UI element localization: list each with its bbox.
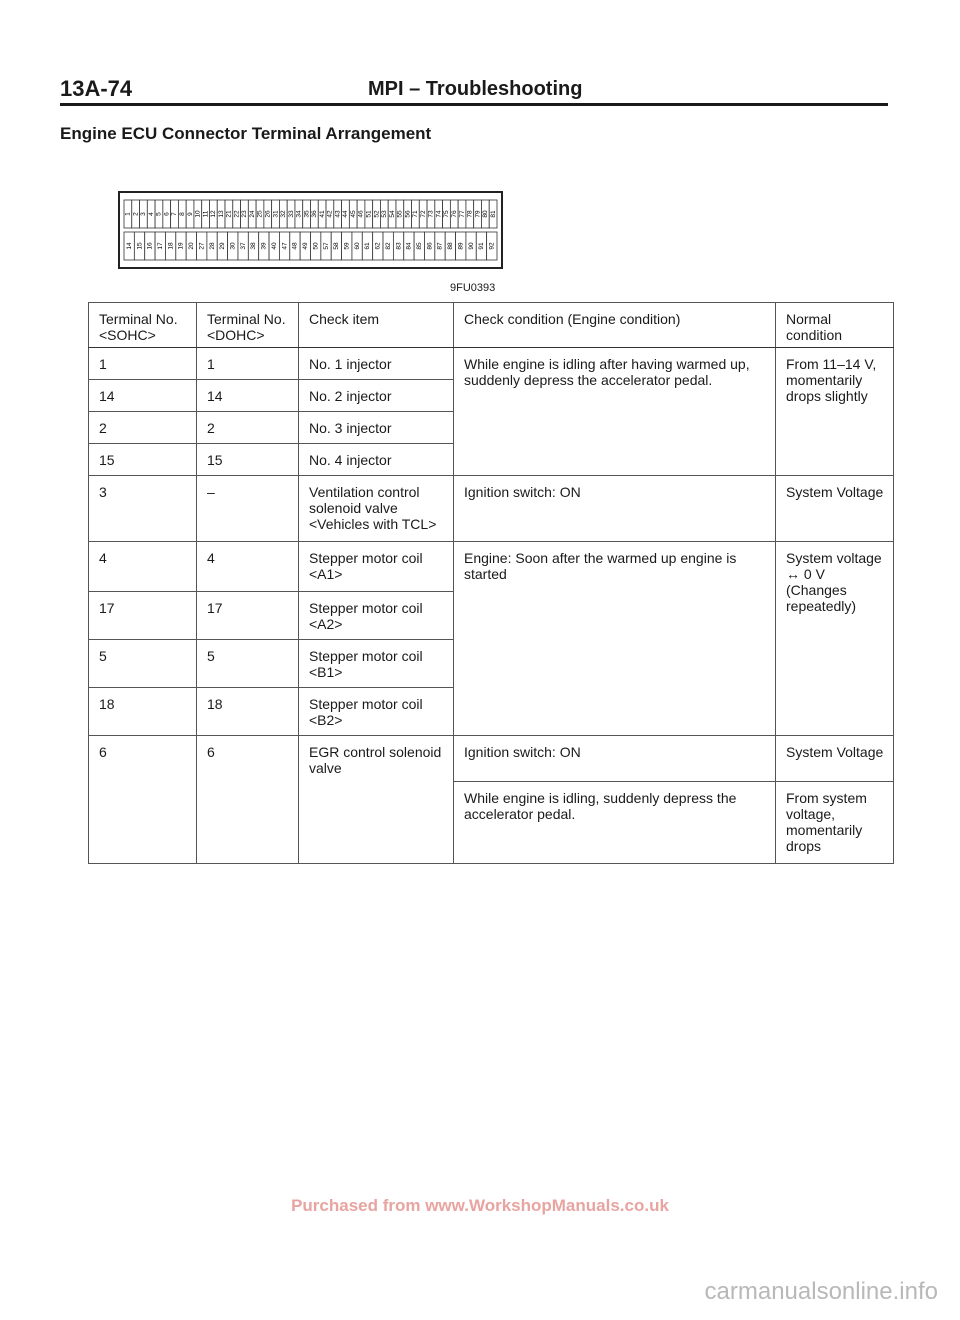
- connector-pin-label: 36: [311, 210, 319, 218]
- connector-pin-label: 20: [188, 242, 196, 250]
- connector-pin-label: 91: [478, 242, 486, 250]
- connector-pin-label: 10: [194, 210, 202, 218]
- connector-pin-label: 89: [457, 242, 465, 250]
- connector-pin-label: 34: [295, 210, 303, 218]
- cell-check-item: No. 1 injector: [299, 348, 454, 380]
- cell-check-item: No. 3 injector: [299, 412, 454, 444]
- connector-pin-label: 30: [229, 242, 237, 250]
- cell-check-condition: While engine is idling, suddenly depress the accelerator pedal.: [454, 782, 776, 864]
- connector-pin-label: 31: [272, 210, 280, 218]
- terminal-table: [88, 302, 894, 864]
- cell-dohc: 18: [197, 688, 299, 736]
- connector-pin-label: 48: [291, 242, 299, 250]
- connector-pin-label: 59: [343, 242, 351, 250]
- header-terminal-sohc: [89, 303, 197, 348]
- connector-pin-label: 51: [365, 210, 373, 218]
- cell-check-item: Stepper motor coil <B2>: [299, 688, 454, 736]
- page-title: MPI – Troubleshooting: [368, 78, 583, 100]
- connector-pin-label: 76: [450, 210, 458, 218]
- connector-pin-label: 58: [333, 242, 341, 250]
- connector-pin-label: 16: [146, 242, 154, 250]
- connector-pin-label: 43: [334, 210, 342, 218]
- connector-pin-label: 42: [326, 210, 334, 218]
- connector-pin-label: 50: [312, 242, 320, 250]
- connector-pin-label: 33: [287, 210, 295, 218]
- connector-pin-label: 9: [186, 212, 194, 216]
- connector-pin-label: 73: [427, 210, 435, 218]
- cell-sohc: 2: [89, 412, 197, 444]
- connector-pin-label: 49: [302, 242, 310, 250]
- cell-dohc: 6: [197, 736, 299, 864]
- connector-pin-label: 8: [179, 212, 186, 216]
- cell-normal-condition: System Voltage: [776, 476, 894, 542]
- connector-pin-label: 57: [322, 242, 330, 250]
- connector-pin-label: 22: [233, 210, 241, 218]
- cell-sohc: 15: [89, 444, 197, 476]
- connector-pin-label: 7: [171, 212, 179, 216]
- cell-check-item: EGR control solenoid valve: [299, 736, 454, 864]
- connector-pin-label: 12: [210, 210, 218, 218]
- connector-pin-label: 13: [217, 210, 225, 218]
- cell-sohc: 5: [89, 640, 197, 688]
- header-label: Terminal No. <SOHC>: [99, 311, 178, 343]
- connector-pin-label: 71: [412, 210, 420, 218]
- cell-normal-condition: From system voltage, momentarily drops: [776, 782, 894, 864]
- cell-check-condition: Ignition switch: ON: [454, 476, 776, 542]
- connector-pin-label: 37: [239, 242, 247, 250]
- connector-pin-label: 14: [125, 242, 133, 250]
- connector-pin-label: 3: [140, 212, 148, 216]
- cell-dohc: 5: [197, 640, 299, 688]
- header-terminal-dohc: [197, 303, 299, 348]
- cell-sohc: 3: [89, 476, 197, 542]
- cell-dohc: 1: [197, 348, 299, 380]
- connector-pin-label: 18: [167, 242, 175, 250]
- connector-pin-label: 47: [281, 242, 289, 250]
- cell-sohc: 6: [89, 736, 197, 864]
- cell-dohc: 14: [197, 380, 299, 412]
- cell-check-condition: Ignition switch: ON: [454, 736, 776, 782]
- cell-check-item: No. 2 injector: [299, 380, 454, 412]
- connector-pin-label: 84: [405, 242, 413, 250]
- footer-site: carmanualsonline.info: [704, 1278, 938, 1305]
- table-row: [89, 348, 894, 380]
- cell-check-item: Stepper motor coil <A2>: [299, 592, 454, 640]
- cell-check-item: Stepper motor coil <B1>: [299, 640, 454, 688]
- connector-pin-label: 38: [250, 242, 258, 250]
- watermark: Purchased from www.WorkshopManuals.co.uk: [291, 1196, 669, 1215]
- connector-pin-label: 78: [466, 210, 474, 218]
- cell-check-item: Ventilation control solenoid valve <Vehicles with TCL>: [299, 476, 454, 542]
- cell-sohc: 17: [89, 592, 197, 640]
- section-title: Engine ECU Connector Terminal Arrangement: [60, 124, 432, 143]
- header-check-condition: [454, 303, 776, 348]
- cell-dohc: 2: [197, 412, 299, 444]
- connector-pin-label: 85: [416, 242, 424, 250]
- connector-pin-label: 19: [177, 242, 185, 250]
- connector-pin-label: 39: [260, 242, 268, 250]
- header-rule: [60, 103, 888, 106]
- connector-pin-label: 32: [280, 210, 288, 218]
- header-label: Check item: [309, 311, 380, 327]
- connector-pin-label: 87: [436, 242, 444, 250]
- connector-pin-label: 27: [198, 242, 206, 250]
- connector-pin-label: 77: [458, 210, 466, 218]
- header-check-item: [299, 303, 454, 348]
- table-row: [89, 476, 894, 542]
- connector-pin-label: 35: [303, 210, 311, 218]
- connector-pin-label: 45: [349, 210, 357, 218]
- connector-pin-label: 79: [474, 210, 482, 218]
- connector-pin-label: 15: [136, 242, 144, 250]
- connector-pin-label: 80: [482, 210, 490, 218]
- connector-pin-label: 52: [373, 210, 381, 218]
- connector-pin-label: 55: [396, 210, 404, 218]
- cell-sohc: 1: [89, 348, 197, 380]
- connector-pin-label: 5: [155, 212, 163, 216]
- connector-pin-label: 40: [270, 242, 278, 250]
- cell-normal-condition: System voltage ↔ 0 V (Changes repeatedly): [776, 542, 894, 736]
- connector-pin-label: 23: [241, 210, 249, 218]
- connector-pin-label: 75: [443, 210, 451, 218]
- cell-normal-condition: System Voltage: [776, 736, 894, 782]
- connector-pin-label: 6: [163, 212, 171, 216]
- connector-pin-label: 74: [435, 210, 443, 218]
- connector-pin-label: 53: [381, 210, 389, 218]
- table-row: [89, 542, 894, 592]
- connector-pin-label: 56: [404, 210, 412, 218]
- connector-pin-label: 81: [489, 210, 497, 218]
- connector-diagram: [118, 186, 503, 270]
- header-label: Check condition (Engine condition): [464, 311, 681, 327]
- connector-pin-label: 60: [353, 242, 361, 250]
- cell-normal-condition: From 11–14 V, momentarily drops slightly: [776, 348, 894, 476]
- connector-pin-label: 24: [248, 210, 256, 218]
- cell-check-item: No. 4 injector: [299, 444, 454, 476]
- cell-dohc: 4: [197, 542, 299, 592]
- connector-pin-label: 54: [388, 210, 396, 218]
- connector-pin-label: 72: [419, 210, 427, 218]
- table-header-row: [89, 303, 894, 348]
- cell-check-item: Stepper motor coil <A1>: [299, 542, 454, 592]
- cell-dohc: 17: [197, 592, 299, 640]
- connector-top-row: [124, 200, 497, 228]
- connector-pin-label: 29: [219, 242, 227, 250]
- header-label: Normal condition: [786, 311, 843, 343]
- header-label: Terminal No. <DOHC>: [207, 311, 286, 343]
- cell-sohc: 4: [89, 542, 197, 592]
- connector-pin-label: 4: [147, 212, 155, 216]
- connector-pin-label: 62: [374, 242, 382, 250]
- figure-code: 9FU0393: [450, 282, 496, 294]
- connector-pin-label: 92: [488, 242, 496, 250]
- connector-pin-label: 21: [225, 210, 233, 218]
- connector-pin-label: 82: [384, 242, 392, 250]
- connector-pin-label: 88: [447, 242, 455, 250]
- cell-check-condition: While engine is idling after having warmed up, suddenly depress the accelerator pedal.: [454, 348, 776, 476]
- connector-pin-label: 61: [364, 242, 372, 250]
- connector-pin-label: 83: [395, 242, 403, 250]
- cell-sohc: 14: [89, 380, 197, 412]
- connector-pin-label: 1: [124, 212, 132, 216]
- connector-pin-label: 11: [202, 210, 210, 218]
- cell-dohc: 15: [197, 444, 299, 476]
- connector-pin-label: 26: [264, 210, 272, 218]
- page-number: 13A-74: [60, 76, 133, 101]
- connector-pin-label: 86: [426, 242, 434, 250]
- table-row: [89, 736, 894, 782]
- connector-pin-label: 90: [467, 242, 475, 250]
- connector-pin-label: 44: [342, 210, 350, 218]
- connector-pin-label: 17: [156, 242, 164, 250]
- header-normal-condition: [776, 303, 894, 348]
- connector-pin-label: 2: [132, 212, 140, 216]
- connector-pin-label: 28: [208, 242, 216, 250]
- cell-sohc: 18: [89, 688, 197, 736]
- cell-dohc: –: [197, 476, 299, 542]
- connector-pin-label: 46: [357, 210, 365, 218]
- connector-pin-label: 41: [318, 210, 326, 218]
- connector-bottom-row: [124, 232, 497, 260]
- connector-pin-label: 25: [256, 210, 264, 218]
- cell-check-condition: Engine: Soon after the warmed up engine is started: [454, 542, 776, 736]
